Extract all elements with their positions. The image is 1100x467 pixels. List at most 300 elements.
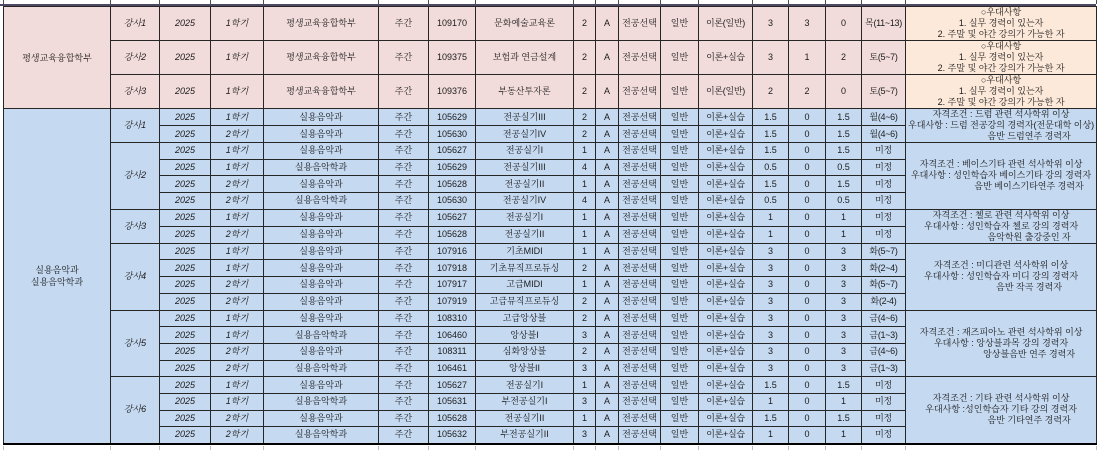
cell-hours-practice[interactable]: 3 <box>826 277 862 294</box>
cell-course-name[interactable]: 문화예술교육론 <box>476 7 574 41</box>
cell-course-category[interactable]: 일반 <box>661 226 699 243</box>
cell-semester[interactable]: 1학기 <box>211 327 264 344</box>
cell-course-name[interactable]: 전공실기II <box>476 176 574 193</box>
cell-course-category[interactable]: 일반 <box>661 327 699 344</box>
cell-hours-total[interactable]: 0.5 <box>753 159 789 176</box>
cell-course-code[interactable]: 106460 <box>429 327 476 344</box>
cell-course-name[interactable]: 전공실기III <box>476 159 574 176</box>
cell-department[interactable]: 실용음악과 <box>264 293 379 310</box>
cell-year[interactable]: 2025 <box>160 41 211 75</box>
cell-course-code[interactable]: 107919 <box>429 293 476 310</box>
cell-credit[interactable]: 3 <box>574 360 596 377</box>
cell-year[interactable]: 2025 <box>160 277 211 294</box>
cell-credit[interactable]: 4 <box>574 193 596 210</box>
cell-hours-total[interactable]: 3 <box>753 327 789 344</box>
cell-course-code[interactable]: 105627 <box>429 143 476 160</box>
cell-schedule-time[interactable]: 미정 <box>862 209 906 226</box>
cell-course-code[interactable]: 105628 <box>429 226 476 243</box>
cell-course-name[interactable]: 기초MIDI <box>476 243 574 260</box>
cell-year[interactable]: 2025 <box>160 310 211 327</box>
cell-course-type[interactable]: 전공선택 <box>619 226 661 243</box>
cell-hours-practice[interactable]: 0 <box>826 75 862 109</box>
cell-year[interactable]: 2025 <box>160 393 211 410</box>
cell-credit[interactable]: 1 <box>574 209 596 226</box>
cell-hours-practice[interactable]: 1 <box>826 393 862 410</box>
cell-day-night[interactable]: 주간 <box>379 41 429 75</box>
cell-year[interactable]: 2025 <box>160 75 211 109</box>
cell-hours-total[interactable]: 1.5 <box>753 109 789 126</box>
cell-semester[interactable]: 1학기 <box>211 7 264 41</box>
cell-course-code[interactable]: 105630 <box>429 126 476 143</box>
cell-hours-total[interactable]: 1 <box>753 393 789 410</box>
cell-semester[interactable]: 2학기 <box>211 226 264 243</box>
cell-credit[interactable]: 3 <box>574 327 596 344</box>
cell-hours-total[interactable]: 3 <box>753 260 789 277</box>
cell-hours-practice[interactable]: 0 <box>826 7 862 41</box>
cell-semester[interactable]: 1학기 <box>211 393 264 410</box>
cell-course-name[interactable]: 부전공실기II <box>476 427 574 444</box>
cell-semester[interactable]: 2학기 <box>211 193 264 210</box>
cell-department[interactable]: 평생교육융합학부 <box>264 41 379 75</box>
cell-day-night[interactable]: 주간 <box>379 277 429 294</box>
cell-hours-practice[interactable]: 3 <box>826 243 862 260</box>
cell-course-code[interactable]: 108310 <box>429 310 476 327</box>
cell-course-type[interactable]: 전공선택 <box>619 209 661 226</box>
cell-hours-total[interactable]: 1.5 <box>753 176 789 193</box>
cell-note[interactable] <box>906 41 1097 75</box>
cell-course-type[interactable]: 전공선택 <box>619 7 661 41</box>
cell-year[interactable]: 2025 <box>160 193 211 210</box>
cell-year[interactable]: 2025 <box>160 377 211 394</box>
cell-hours-theory[interactable]: 0 <box>789 310 826 327</box>
cell-hours-practice[interactable]: 1.5 <box>826 410 862 427</box>
cell-hours-practice[interactable]: 0.5 <box>826 193 862 210</box>
cell-course-category[interactable]: 일반 <box>661 41 699 75</box>
cell-year[interactable]: 2025 <box>160 360 211 377</box>
cell-hours-total[interactable]: 0.5 <box>753 193 789 210</box>
cell-class-form[interactable]: 이론(일반) <box>699 75 753 109</box>
cell-year[interactable]: 2025 <box>160 176 211 193</box>
cell-course-type[interactable]: 전공선택 <box>619 410 661 427</box>
cell-class-form[interactable]: 이론(일반) <box>699 7 753 41</box>
cell-hours-total[interactable]: 3 <box>753 360 789 377</box>
cell-course-type[interactable]: 전공선택 <box>619 377 661 394</box>
cell-semester[interactable]: 1학기 <box>211 75 264 109</box>
cell-hours-total[interactable]: 1 <box>753 209 789 226</box>
cell-course-category[interactable]: 일반 <box>661 310 699 327</box>
cell-day-night[interactable]: 주간 <box>379 209 429 226</box>
cell-class-form[interactable]: 이론+실습 <box>699 427 753 444</box>
cell-schedule-time[interactable]: 미정 <box>862 193 906 210</box>
cell-course-category[interactable]: 일반 <box>661 209 699 226</box>
cell-hours-total[interactable]: 3 <box>753 7 789 41</box>
cell-department[interactable]: 실용음악과 <box>264 410 379 427</box>
cell-credit[interactable]: 2 <box>574 7 596 41</box>
cell-year[interactable]: 2025 <box>160 427 211 444</box>
cell-credit[interactable]: 3 <box>574 393 596 410</box>
cell-hours-total[interactable]: 2 <box>753 75 789 109</box>
cell-note[interactable] <box>906 143 1097 210</box>
cell-class-form[interactable]: 이론+실습 <box>699 293 753 310</box>
cell-schedule-time[interactable]: 토(5~7) <box>862 41 906 75</box>
cell-hours-practice[interactable]: 3 <box>826 293 862 310</box>
cell-schedule-time[interactable]: 화(5~7) <box>862 243 906 260</box>
cell-grade[interactable]: A <box>596 360 619 377</box>
cell-hours-theory[interactable]: 0 <box>789 293 826 310</box>
cell-instructor[interactable]: 강사1 <box>111 109 160 143</box>
cell-semester[interactable]: 2학기 <box>211 126 264 143</box>
cell-schedule-time[interactable]: 미정 <box>862 393 906 410</box>
cell-course-code[interactable]: 105628 <box>429 410 476 427</box>
cell-course-code[interactable]: 105627 <box>429 377 476 394</box>
cell-course-category[interactable]: 일반 <box>661 427 699 444</box>
cell-course-code[interactable]: 107918 <box>429 260 476 277</box>
cell-credit[interactable]: 2 <box>574 343 596 360</box>
cell-year[interactable]: 2025 <box>160 159 211 176</box>
cell-credit[interactable]: 2 <box>574 260 596 277</box>
cell-course-category[interactable]: 일반 <box>661 277 699 294</box>
cell-class-form[interactable]: 이론+실습 <box>699 343 753 360</box>
cell-day-night[interactable]: 주간 <box>379 243 429 260</box>
cell-hours-theory[interactable]: 0 <box>789 159 826 176</box>
cell-hours-total[interactable]: 3 <box>753 293 789 310</box>
cell-course-code[interactable]: 109376 <box>429 75 476 109</box>
cell-class-form[interactable]: 이론+실습 <box>699 377 753 394</box>
cell-hours-theory[interactable]: 0 <box>789 377 826 394</box>
cell-grade[interactable]: A <box>596 343 619 360</box>
cell-course-category[interactable]: 일반 <box>661 126 699 143</box>
cell-grade[interactable]: A <box>596 377 619 394</box>
cell-schedule-time[interactable]: 금(4~6) <box>862 310 906 327</box>
cell-year[interactable]: 2025 <box>160 410 211 427</box>
cell-course-name[interactable]: 전공실기II <box>476 226 574 243</box>
cell-hours-total[interactable]: 1.5 <box>753 143 789 160</box>
cell-day-night[interactable]: 주간 <box>379 126 429 143</box>
cell-class-form[interactable]: 이론+실습 <box>699 159 753 176</box>
cell-course-category[interactable]: 일반 <box>661 243 699 260</box>
cell-course-name[interactable]: 전공실기I <box>476 209 574 226</box>
cell-schedule-time[interactable]: 목(11~13) <box>862 7 906 41</box>
cell-day-night[interactable]: 주간 <box>379 343 429 360</box>
cell-year[interactable]: 2025 <box>160 109 211 126</box>
cell-grade[interactable]: A <box>596 126 619 143</box>
cell-hours-practice[interactable]: 1.5 <box>826 143 862 160</box>
cell-course-category[interactable]: 일반 <box>661 109 699 126</box>
cell-course-code[interactable]: 107916 <box>429 243 476 260</box>
cell-course-type[interactable]: 전공선택 <box>619 41 661 75</box>
cell-department[interactable]: 실용음악과 <box>264 243 379 260</box>
cell-hours-total[interactable]: 1.5 <box>753 126 789 143</box>
cell-schedule-time[interactable]: 월(4~6) <box>862 109 906 126</box>
cell-class-form[interactable]: 이론+실습 <box>699 126 753 143</box>
cell-semester[interactable]: 2학기 <box>211 427 264 444</box>
cell-course-category[interactable]: 일반 <box>661 377 699 394</box>
cell-course-type[interactable]: 전공선택 <box>619 75 661 109</box>
cell-hours-theory[interactable]: 0 <box>789 176 826 193</box>
cell-day-night[interactable]: 주간 <box>379 393 429 410</box>
cell-credit[interactable]: 1 <box>574 277 596 294</box>
cell-course-code[interactable]: 109170 <box>429 7 476 41</box>
cell-note[interactable] <box>906 377 1097 444</box>
cell-course-name[interactable]: 앙상블II <box>476 360 574 377</box>
cell-class-form[interactable]: 이론+실습 <box>699 209 753 226</box>
cell-department[interactable]: 실용음악과 <box>264 109 379 126</box>
cell-credit[interactable]: 4 <box>574 159 596 176</box>
cell-hours-theory[interactable]: 0 <box>789 343 826 360</box>
cell-class-form[interactable]: 이론+실습 <box>699 360 753 377</box>
cell-department[interactable]: 실용음악과 <box>264 226 379 243</box>
cell-course-name[interactable]: 심화앙상블 <box>476 343 574 360</box>
cell-note[interactable] <box>906 75 1097 109</box>
cell-hours-practice[interactable]: 3 <box>826 327 862 344</box>
cell-course-type[interactable]: 전공선택 <box>619 260 661 277</box>
cell-department[interactable]: 실용음악과 <box>264 343 379 360</box>
cell-course-type[interactable]: 전공선택 <box>619 193 661 210</box>
cell-course-type[interactable]: 전공선택 <box>619 310 661 327</box>
cell-grade[interactable]: A <box>596 41 619 75</box>
cell-hours-theory[interactable]: 0 <box>789 427 826 444</box>
cell-note[interactable] <box>906 310 1097 377</box>
cell-hours-practice[interactable]: 2 <box>826 41 862 75</box>
cell-course-code[interactable]: 105631 <box>429 393 476 410</box>
cell-course-type[interactable]: 전공선택 <box>619 126 661 143</box>
cell-hours-theory[interactable]: 0 <box>789 126 826 143</box>
cell-course-name[interactable]: 기초뮤직프로듀싱 <box>476 260 574 277</box>
cell-department[interactable]: 실용음악학과 <box>264 427 379 444</box>
cell-schedule-time[interactable]: 미정 <box>862 143 906 160</box>
cell-day-night[interactable]: 주간 <box>379 293 429 310</box>
cell-schedule-time[interactable]: 토(5~7) <box>862 75 906 109</box>
cell-day-night[interactable]: 주간 <box>379 7 429 41</box>
cell-hours-practice[interactable]: 1 <box>826 427 862 444</box>
cell-semester[interactable]: 1학기 <box>211 41 264 75</box>
cell-class-form[interactable]: 이론+실습 <box>699 410 753 427</box>
cell-department[interactable]: 실용음악과 <box>264 209 379 226</box>
cell-year[interactable]: 2025 <box>160 243 211 260</box>
cell-credit[interactable]: 1 <box>574 176 596 193</box>
cell-course-category[interactable]: 일반 <box>661 393 699 410</box>
cell-schedule-time[interactable]: 미정 <box>862 427 906 444</box>
cell-course-name[interactable]: 부전공실기I <box>476 393 574 410</box>
cell-instructor[interactable]: 강사3 <box>111 209 160 243</box>
cell-course-code[interactable]: 107917 <box>429 277 476 294</box>
cell-instructor[interactable]: 강사6 <box>111 377 160 444</box>
cell-grade[interactable]: A <box>596 209 619 226</box>
cell-course-code[interactable]: 105629 <box>429 159 476 176</box>
cell-hours-theory[interactable]: 0 <box>789 226 826 243</box>
cell-hours-total[interactable]: 1 <box>753 226 789 243</box>
cell-course-type[interactable]: 전공선택 <box>619 360 661 377</box>
cell-course-category[interactable]: 일반 <box>661 343 699 360</box>
cell-hours-total[interactable]: 1.5 <box>753 377 789 394</box>
cell-department[interactable]: 실용음악과 <box>264 310 379 327</box>
cell-credit[interactable]: 1 <box>574 377 596 394</box>
cell-semester[interactable]: 1학기 <box>211 109 264 126</box>
cell-course-type[interactable]: 전공선택 <box>619 343 661 360</box>
cell-course-category[interactable]: 일반 <box>661 176 699 193</box>
cell-hours-practice[interactable]: 1 <box>826 209 862 226</box>
cell-class-form[interactable]: 이론+실습 <box>699 176 753 193</box>
cell-hours-theory[interactable]: 0 <box>789 209 826 226</box>
cell-hours-practice[interactable]: 1.5 <box>826 377 862 394</box>
cell-hours-theory[interactable]: 0 <box>789 393 826 410</box>
cell-class-form[interactable]: 이론+실습 <box>699 277 753 294</box>
cell-day-night[interactable]: 주간 <box>379 360 429 377</box>
cell-course-name[interactable]: 보험과 연금설계 <box>476 41 574 75</box>
cell-hours-theory[interactable]: 0 <box>789 243 826 260</box>
cell-course-code[interactable]: 109375 <box>429 41 476 75</box>
cell-department[interactable]: 실용음악과 <box>264 277 379 294</box>
cell-semester[interactable]: 2학기 <box>211 293 264 310</box>
cell-semester[interactable]: 2학기 <box>211 410 264 427</box>
cell-course-category[interactable]: 일반 <box>661 143 699 160</box>
cell-day-night[interactable]: 주간 <box>379 310 429 327</box>
cell-hours-theory[interactable]: 0 <box>789 143 826 160</box>
cell-semester[interactable]: 1학기 <box>211 243 264 260</box>
cell-dept-group[interactable] <box>4 109 111 444</box>
cell-credit[interactable]: 1 <box>574 143 596 160</box>
cell-day-night[interactable]: 주간 <box>379 427 429 444</box>
cell-class-form[interactable]: 이론+실습 <box>699 260 753 277</box>
cell-credit[interactable]: 2 <box>574 310 596 327</box>
cell-instructor[interactable]: 강사4 <box>111 243 160 310</box>
cell-schedule-time[interactable]: 화(2~4) <box>862 260 906 277</box>
cell-class-form[interactable]: 이론+실습 <box>699 193 753 210</box>
cell-hours-total[interactable]: 3 <box>753 343 789 360</box>
cell-class-form[interactable]: 이론+실습 <box>699 327 753 344</box>
cell-department[interactable]: 실용음악학과 <box>264 159 379 176</box>
cell-schedule-time[interactable]: 금(1~3) <box>862 360 906 377</box>
cell-grade[interactable]: A <box>596 109 619 126</box>
cell-class-form[interactable]: 이론+실습 <box>699 109 753 126</box>
cell-hours-theory[interactable]: 0 <box>789 360 826 377</box>
cell-course-name[interactable]: 고급뮤직프로듀싱 <box>476 293 574 310</box>
cell-hours-theory[interactable]: 0 <box>789 277 826 294</box>
cell-day-night[interactable]: 주간 <box>379 109 429 126</box>
cell-class-form[interactable]: 이론+실습 <box>699 310 753 327</box>
cell-instructor[interactable]: 강사5 <box>111 310 160 377</box>
cell-course-code[interactable]: 108311 <box>429 343 476 360</box>
cell-course-type[interactable]: 전공선택 <box>619 159 661 176</box>
cell-course-name[interactable]: 전공실기IV <box>476 126 574 143</box>
cell-course-category[interactable]: 일반 <box>661 193 699 210</box>
cell-course-name[interactable]: 고급MIDI <box>476 277 574 294</box>
cell-grade[interactable]: A <box>596 327 619 344</box>
cell-grade[interactable]: A <box>596 410 619 427</box>
cell-hours-practice[interactable]: 3 <box>826 260 862 277</box>
cell-schedule-time[interactable]: 미정 <box>862 176 906 193</box>
cell-course-category[interactable]: 일반 <box>661 7 699 41</box>
cell-course-code[interactable]: 105632 <box>429 427 476 444</box>
cell-schedule-time[interactable]: 미정 <box>862 410 906 427</box>
cell-instructor[interactable]: 강사2 <box>111 143 160 210</box>
cell-credit[interactable]: 1 <box>574 226 596 243</box>
cell-department[interactable]: 실용음악과 <box>264 176 379 193</box>
cell-credit[interactable]: 1 <box>574 243 596 260</box>
cell-course-category[interactable]: 일반 <box>661 260 699 277</box>
cell-semester[interactable]: 1학기 <box>211 260 264 277</box>
cell-hours-practice[interactable]: 1.5 <box>826 126 862 143</box>
cell-credit[interactable]: 2 <box>574 41 596 75</box>
cell-schedule-time[interactable]: 미정 <box>862 159 906 176</box>
cell-year[interactable]: 2025 <box>160 327 211 344</box>
cell-hours-practice[interactable]: 3 <box>826 310 862 327</box>
cell-department[interactable]: 실용음악과 <box>264 143 379 160</box>
cell-department[interactable]: 실용음악학과 <box>264 327 379 344</box>
cell-class-form[interactable]: 이론+실습 <box>699 243 753 260</box>
cell-schedule-time[interactable]: 화(5~7) <box>862 277 906 294</box>
cell-schedule-time[interactable]: 미정 <box>862 226 906 243</box>
cell-course-category[interactable]: 일반 <box>661 360 699 377</box>
cell-course-type[interactable]: 전공선택 <box>619 176 661 193</box>
cell-department[interactable]: 실용음악학과 <box>264 393 379 410</box>
cell-hours-theory[interactable]: 0 <box>789 260 826 277</box>
cell-course-name[interactable]: 고급앙상블 <box>476 310 574 327</box>
cell-hours-theory[interactable]: 0 <box>789 109 826 126</box>
cell-grade[interactable]: A <box>596 7 619 41</box>
cell-grade[interactable]: A <box>596 427 619 444</box>
cell-semester[interactable]: 1학기 <box>211 159 264 176</box>
cell-class-form[interactable]: 이론+실습 <box>699 143 753 160</box>
cell-hours-total[interactable]: 3 <box>753 243 789 260</box>
cell-semester[interactable]: 2학기 <box>211 176 264 193</box>
cell-semester[interactable]: 1학기 <box>211 310 264 327</box>
cell-course-type[interactable]: 전공선택 <box>619 427 661 444</box>
cell-course-category[interactable]: 일반 <box>661 75 699 109</box>
cell-hours-total[interactable]: 3 <box>753 310 789 327</box>
cell-day-night[interactable]: 주간 <box>379 176 429 193</box>
cell-department[interactable]: 실용음악학과 <box>264 360 379 377</box>
cell-credit[interactable]: 2 <box>574 293 596 310</box>
cell-note[interactable] <box>906 109 1097 143</box>
cell-department[interactable]: 실용음악과 <box>264 260 379 277</box>
cell-note[interactable] <box>906 243 1097 310</box>
cell-course-type[interactable]: 전공선택 <box>619 393 661 410</box>
cell-course-name[interactable]: 전공실기III <box>476 109 574 126</box>
cell-schedule-time[interactable]: 월(4~6) <box>862 126 906 143</box>
cell-credit[interactable]: 2 <box>574 109 596 126</box>
cell-department[interactable]: 평생교육융합학부 <box>264 7 379 41</box>
cell-hours-theory[interactable]: 0 <box>789 193 826 210</box>
cell-course-name[interactable]: 전공실기IV <box>476 193 574 210</box>
cell-class-form[interactable]: 이론+실습 <box>699 226 753 243</box>
cell-instructor[interactable]: 강사2 <box>111 41 160 75</box>
cell-grade[interactable]: A <box>596 277 619 294</box>
cell-course-code[interactable]: 105628 <box>429 176 476 193</box>
cell-day-night[interactable]: 주간 <box>379 377 429 394</box>
cell-course-name[interactable]: 부동산투자론 <box>476 75 574 109</box>
cell-course-code[interactable]: 105629 <box>429 109 476 126</box>
cell-credit[interactable]: 3 <box>574 427 596 444</box>
cell-day-night[interactable]: 주간 <box>379 193 429 210</box>
cell-day-night[interactable]: 주간 <box>379 260 429 277</box>
cell-schedule-time[interactable]: 화(2-4) <box>862 293 906 310</box>
cell-year[interactable]: 2025 <box>160 293 211 310</box>
cell-course-category[interactable]: 일반 <box>661 159 699 176</box>
cell-course-type[interactable]: 전공선택 <box>619 243 661 260</box>
cell-credit[interactable]: 2 <box>574 126 596 143</box>
cell-year[interactable]: 2025 <box>160 143 211 160</box>
cell-year[interactable]: 2025 <box>160 260 211 277</box>
cell-department[interactable]: 실용음악학과 <box>264 193 379 210</box>
cell-department[interactable]: 실용음악과 <box>264 126 379 143</box>
cell-grade[interactable]: A <box>596 393 619 410</box>
cell-day-night[interactable]: 주간 <box>379 327 429 344</box>
cell-grade[interactable]: A <box>596 310 619 327</box>
cell-day-night[interactable]: 주간 <box>379 159 429 176</box>
cell-hours-total[interactable]: 1.5 <box>753 410 789 427</box>
cell-hours-total[interactable]: 1 <box>753 427 789 444</box>
